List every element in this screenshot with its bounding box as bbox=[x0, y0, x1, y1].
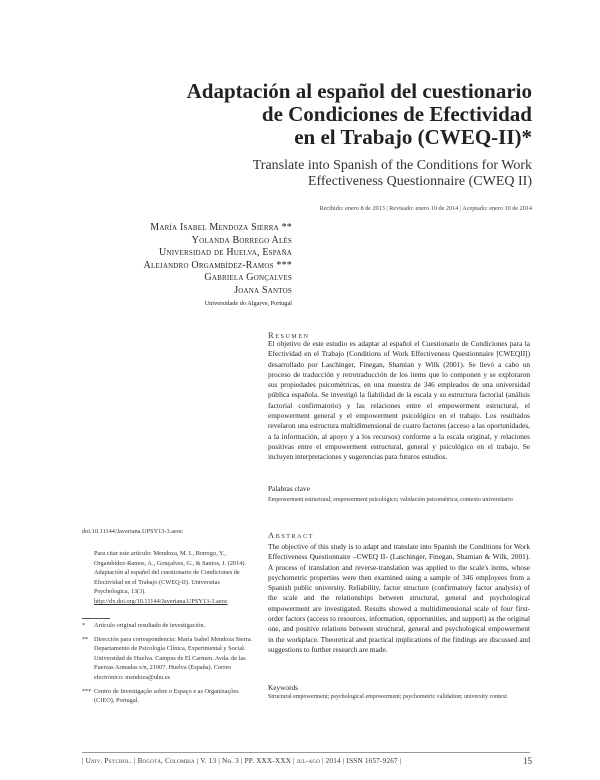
footer-issn: ISSN 1657-9267 bbox=[346, 757, 398, 765]
abstract-keywords: Structural empowerment; psychological empowerment; psychometric validation; university context bbox=[268, 694, 508, 700]
footer-city: Bogotá, Colombia bbox=[137, 757, 195, 765]
footnote-text: Artículo original resultado de investigación. bbox=[94, 622, 206, 629]
title-line: en el Trabajo (CWEQ-II)* bbox=[294, 125, 532, 149]
author-name: Gabriela Gonçalves bbox=[204, 272, 292, 284]
footer-period: jul-ago bbox=[296, 757, 321, 765]
footnote bbox=[82, 621, 254, 631]
title-line: de Condiciones de Efectividad bbox=[261, 102, 532, 126]
author-affiliation: Universidad de Huelva, España bbox=[159, 247, 292, 259]
footer-pages: PP. XXX-XXX bbox=[244, 757, 292, 765]
author-name: Joana Santos bbox=[234, 284, 292, 296]
subtitle-line: Effectiveness Questionnaire (CWEQ II) bbox=[307, 174, 532, 189]
abstract-text: The objective of this study is to adapt and translate into Spanish the Conditions for Work Effectiveness Questionnaire –CWEQ II- (Laschinger, Finegan, Shamian & Wilk, 2001). A process of translation and reverse-translation was applied to the scale's items, whose psychometric properties were then examined using a sample of 346 employees from a Spanish public university. Reliability, factor structure (confirmatory factor analysis) of the scale and the relationships between structural, general and psychological empowerment are investigated. Results showed a multidimensional scale of four first-order factors (access to resources, information, opportunities, and support) as the original one, and positive relations between structural, general and psychological empowerment in the workplace. Theoretical and practical implications of the findings are discussed and suggestions to further research are made. bbox=[268, 542, 530, 654]
footer-number: No. 3 bbox=[221, 757, 239, 765]
resumen-text: El objetivo de este estudio es adaptar al español el Cuestionario de Condiciones para la Efectividad en el Trabajo (Conditions of Work Effectiveness Questionnaire [CWEQII]) desarrollado por Laschinger, Finegan, Shamian y Wilk (2001). Se llevó a cabo un proceso de traducción y retrotraducción de los ítems que lo componen y se exploraron sus propiedades psicométricas, en una muestra de 346 empleados de una universidad pública española. Se investigó la fiabilidad de la escala y su estructura factorial (análisis factorial confirmatorio) y las relaciones entre el empowerment estructural, el empowerment general y el empowerment psicológico en el trabajo. Los resultados revelaron una estructura multidimensional de cuatro factores (acceso a las oportunidades, a la información, al apoyo y a los recursos) conforme a la escala original, y relaciones positivas entre el empowerment estructural, general y psicológico en el trabajo. Se incluyen interpretaciones y sugerencias para futuros estudios. bbox=[268, 339, 530, 462]
author-name: Alejandro Orgambídez-Ramos *** bbox=[143, 259, 292, 271]
subtitle-line: Translate into Spanish of the Conditions for Work bbox=[252, 158, 532, 173]
abstract-keywords-label: Keywords bbox=[268, 683, 298, 692]
page-footer: | Univ. Psychol. | Bogotá, Colombia | V. 13 | No. 3 | PP. XXX-XXX | jul-ago | 2014 | ISSN 1657-9267 | bbox=[82, 757, 402, 765]
title-line: Adaptación al español del cuestionario bbox=[186, 79, 532, 103]
footnote-text: Dirección para correspondencia: María Isabel Mendoza Sierra. Departamento de Psicología Clínica, Experimental y Social. Universidad de Huelva. Campus de El Carmen. Avda. de las Fuerzas Armadas s/n, 21007. Huelva (España). Correo electrónico: mendoza@uhu.es bbox=[94, 635, 253, 681]
resumen-keywords-label: Palabras clave bbox=[268, 484, 310, 493]
author-name: Yolanda Borrego Alés bbox=[191, 234, 292, 246]
author-institution: Universidade do Algarve, Portugal bbox=[204, 299, 292, 307]
footer-journal: Univ. Psychol. bbox=[85, 757, 132, 765]
citation-block bbox=[94, 549, 254, 607]
footer-divider bbox=[82, 752, 530, 753]
footnote bbox=[82, 635, 254, 683]
footnote-divider bbox=[82, 618, 110, 619]
abstract-heading: Abstract bbox=[268, 530, 314, 540]
footnote-mark: ** bbox=[82, 635, 89, 643]
resumen-heading: Resumen bbox=[268, 330, 310, 340]
footer-year: 2014 bbox=[325, 757, 341, 765]
footnote-text: Centro de Investigação sobre o Espaço e as Organizações (CIEO), Portugal. bbox=[94, 687, 239, 705]
doi-text: doi:10.11144/Javeriana.UPSY13-3.aeoc bbox=[82, 528, 183, 535]
footer-volume: V. 13 bbox=[200, 757, 217, 765]
footnotes bbox=[82, 621, 254, 710]
footnote bbox=[82, 687, 254, 706]
footnote-mark: *** bbox=[82, 687, 92, 695]
citation-text: Para citar este artículo: Mendoza, M. I., Borrego, Y., Orgambídez-Ramos, A., Gonçalves, G., & Santos, J. (2014). Adaptación al español del cuestionario de Condiciones de Efectividad en el Trabajo (CWEQ-II). Universitas Psychologica, 13(3). bbox=[94, 550, 247, 596]
article-title-spanish bbox=[112, 80, 532, 149]
received-dates: Recibido: enero 8 de 2013 | Revisado: enero 10 de 2014 | Aceptado: enero 10 de 2014 bbox=[319, 205, 532, 212]
footnote-mark: * bbox=[82, 622, 86, 629]
author-list bbox=[12, 222, 292, 310]
page-number: 15 bbox=[523, 756, 532, 766]
author-name: María Isabel Mendoza Sierra ** bbox=[150, 222, 292, 233]
resumen-keywords: Empowerment estructural; empowerment psicológico; validación psicométrica; contexto universitario bbox=[268, 497, 513, 503]
article-title-english bbox=[112, 158, 532, 190]
citation-link[interactable]: http://dx.doi.org/10.11144/Javeriana.UPSY13-3.aeoc bbox=[94, 597, 228, 605]
